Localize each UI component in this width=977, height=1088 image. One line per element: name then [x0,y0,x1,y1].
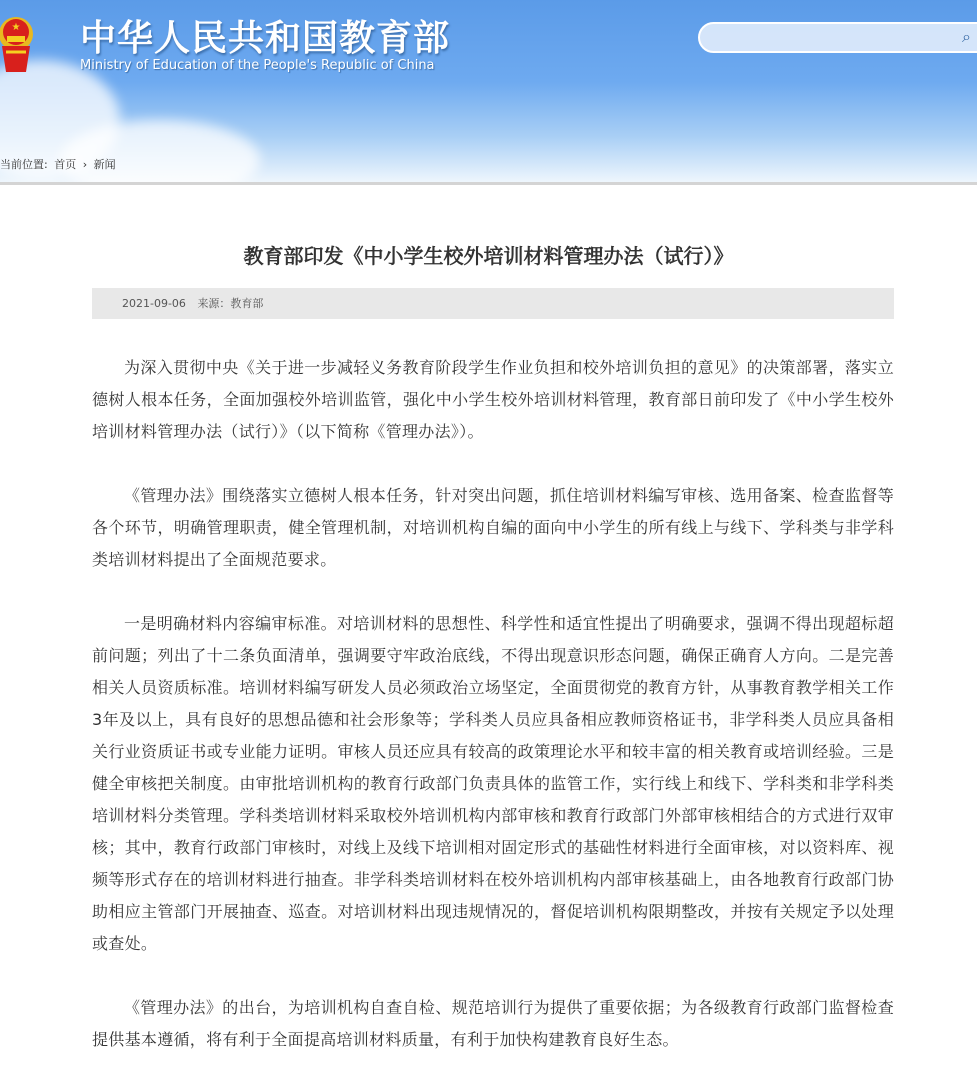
article-date: 2021-09-06 [122,297,186,310]
search-input[interactable] [714,24,954,51]
breadcrumb-separator: › [82,158,88,171]
paragraph: 《管理办法》的出台，为培训机构自查自检、规范培训行为提供了重要依据；为各级教育行政部门监督检查提供基本遵循，将有利于全面提高培训材料质量，有利于加快构建教育良好生态。 [92,998,894,1049]
site-title[interactable]: 中华人民共和国教育部 [80,18,451,59]
national-emblem-icon [0,6,34,74]
article-source: 来源：教育部 [197,297,264,310]
search-icon[interactable]: ⌕ [962,27,971,46]
paragraph: 《管理办法》围绕落实立德树人根本任务，针对突出问题，抓住培训材料编写审核、选用备案、检查监督等各个环节，明确管理职责，健全管理机制，对培训机构自编的面向中小学生的所有线上与线下、学科类与非学科类培训材料提出了全面规范要求。 [92,486,894,569]
svg-text:★: ★ [11,22,21,33]
search-box [698,22,977,53]
paragraph: 为深入贯彻中央《关于进一步减轻义务教育阶段学生作业负担和校外培训负担的意见》的决策部署，落实立德树人根本任务，全面加强校外培训监管，强化中小学生校外培训材料管理，教育部日前印发了《中小学生校外培训材料管理办法（试行）》（以下简称《管理办法》）。 [92,358,894,441]
breadcrumb [0,156,119,172]
article-meta [92,288,894,319]
paragraph: 一是明确材料内容编审标准。对培训材料的思想性、科学性和适宜性提出了明确要求，强调不得出现超标超前问题；列出了十二条负面清单，强调要守牢政治底线，不得出现意识形态问题，确保正确育人方向。二是完善相关人员资质标准。培训材料编写研发人员必须政治立场坚定，全面贯彻党的教育方针，从事教育教学相关工作3年及以上，具有良好的思想品德和社会形象等；学科类人员应具备相应教师资格证书，非学科类人员应具备相关行业资质证书或专业能力证明。审核人员还应具有较高的政策理论水平和较丰富的相关教育或培训经验。三是健全审核把关制度。由审批培训机构的教育行政部门负责具体的监管工作，实行线上和线下、学科类和非学科类培训材料分类管理。学科类培训材料采取校外培训机构内部审核和教育行政部门外部审核相结合的方式进行双审核；其中，教育行政部门审核时，对线上及线下培训相对固定形式的基础性材料进行全面审核，对以资料库、视频等形式存在的培训材料进行抽查。非学科类培训材料在校外培训机构内部审核基础上，由各地教育行政部门协助相应主管部门开展抽查、巡查。对培训材料出现违规情况的，督促培训机构限期整改，并按有关规定予以处理或查处。 [92,614,894,953]
article-title: 教育部印发《中小学生校外培训材料管理办法（试行）》 [243,244,734,268]
breadcrumb-home[interactable]: 首页 [54,158,77,171]
breadcrumb-news[interactable]: 新闻 [93,158,116,171]
article-body [92,352,894,1088]
breadcrumb-label: 当前位置: [0,158,48,171]
site-subtitle: Ministry of Education of the People's Republic of China [80,58,435,73]
site-header [0,0,977,185]
